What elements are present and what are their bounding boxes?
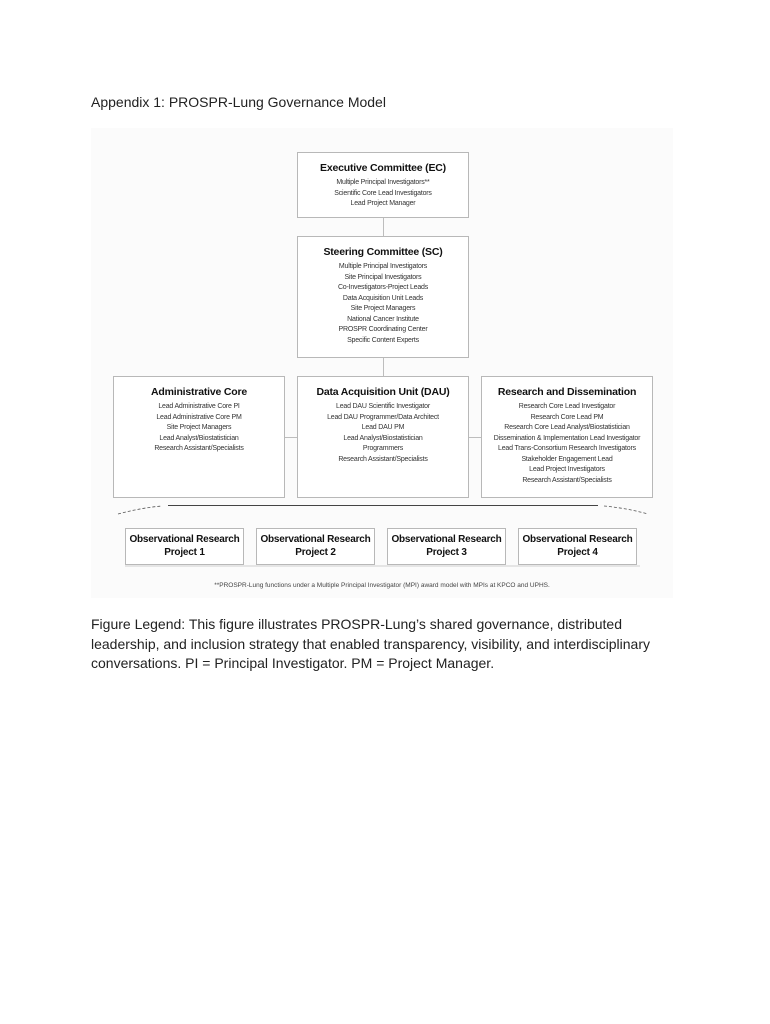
list-item: National Cancer Institute (347, 315, 419, 323)
list-item: Lead Administrative Core PI (158, 403, 240, 410)
executive-committee-box (297, 152, 469, 218)
list-item: Lead DAU Programmer/Data Architect (327, 413, 439, 421)
list-item: Lead DAU PM (361, 424, 405, 431)
list-item: Scientific Core Lead Investigators (334, 189, 432, 197)
steering-committee-box (297, 236, 469, 358)
executive-committee-members (298, 178, 468, 210)
connector-sc-dau (383, 358, 384, 376)
data-acquisition-unit-members (298, 402, 468, 465)
connector-admin-dau (284, 437, 298, 438)
list-item: Research Core Lead PM (530, 413, 604, 421)
list-item: Dissemination & Implementation Lead Investigator (493, 434, 641, 442)
steering-committee-title: Steering Committee (SC) (323, 246, 443, 258)
data-acquisition-unit-title: Data Acquisition Unit (DAU) (316, 386, 450, 398)
list-item: Lead Project Investigators (529, 466, 605, 473)
project-label: Observational Research (260, 534, 371, 545)
administrative-core-title: Administrative Core (151, 386, 247, 398)
list-item: Site Project Managers (350, 305, 416, 312)
list-item: PROSPR Coordinating Center (338, 326, 428, 333)
list-item: Research Core Lead Analyst/Biostatistician (504, 424, 630, 431)
executive-committee-title: Executive Committee (EC) (320, 162, 446, 174)
figure-legend: Figure Legend: This figure illustrates PROSPR-Lung’s shared governance, distributed leadership, and inclusion strategy that enabled transparency, visibility, and interdisciplinary conversations. PI = Principal Investigator. PM = Project Manager. (91, 616, 651, 671)
project-label: Observational Research (129, 534, 240, 545)
project-label: Observational Research (522, 534, 633, 545)
project-number: Project 1 (164, 547, 205, 558)
connector-dau-rd (468, 437, 482, 438)
list-item: Stakeholder Engagement Lead (521, 455, 613, 463)
list-item: Lead Project Manager (350, 200, 416, 207)
list-item: Lead DAU Scientific Investigator (336, 403, 430, 410)
list-item: Lead Analyst/Biostatistician (343, 434, 423, 442)
list-item: Programmers (362, 445, 404, 452)
project-number: Project 4 (557, 547, 598, 558)
project-box-2 (256, 528, 375, 565)
list-item: Multiple Principal Investigators (338, 263, 428, 270)
list-item: Research Assistant/Specialists (154, 445, 244, 452)
list-item: Research Assistant/Specialists (338, 455, 428, 463)
research-dissemination-members (482, 402, 652, 486)
project-box-3 (387, 528, 506, 565)
project-label: Observational Research (391, 534, 502, 545)
administrative-core-members (114, 402, 284, 455)
list-item: Research Assistant/Specialists (522, 476, 612, 484)
list-item: Data Acquisition Unit Leads (342, 294, 424, 302)
list-item: Lead Analyst/Biostatistician (159, 434, 239, 442)
project-number: Project 3 (426, 547, 467, 558)
project-box-4 (518, 528, 637, 565)
connector-ec-sc (383, 218, 384, 236)
administrative-core-box (113, 376, 285, 498)
research-dissemination-title: Research and Dissemination (497, 386, 637, 398)
list-item: Lead Administrative Core PM (156, 413, 242, 421)
list-item: Site Principal Investigators (344, 273, 422, 281)
divider-line (168, 505, 598, 506)
list-item: Research Core Lead Investigator (518, 403, 616, 410)
steering-committee-members (298, 262, 468, 346)
project-number: Project 2 (295, 547, 336, 558)
list-item: Multiple Principal Investigators** (336, 179, 430, 186)
list-item: Site Project Managers (166, 424, 232, 431)
document-title: Appendix 1: PROSPR-Lung Governance Model (91, 94, 386, 110)
list-item: Lead Trans-Consortium Research Investigators (498, 445, 636, 452)
research-dissemination-box (481, 376, 653, 498)
figure-footnote: **PROSPR-Lung functions under a Multiple Principal Investigator (MPI) award model with MPIs at KPCO and UPHS. (214, 582, 550, 589)
project-box-1 (125, 528, 244, 565)
list-item: Co-Investigators-Project Leads (337, 284, 429, 291)
data-acquisition-unit-box (297, 376, 469, 498)
list-item: Specific Content Experts (347, 336, 419, 344)
